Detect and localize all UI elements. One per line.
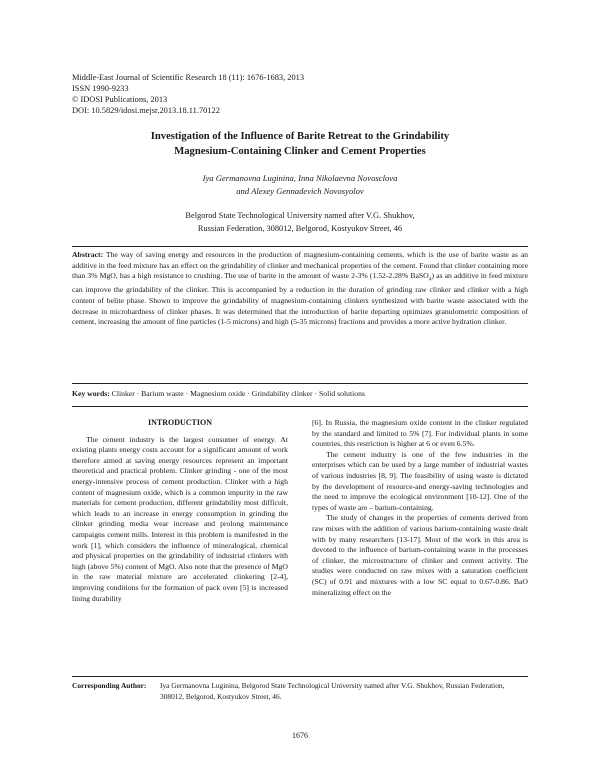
keywords	[72, 389, 528, 400]
doi-line: DOI: 10.5829/idosi.mejsr.2013.18.11.70122	[72, 106, 220, 115]
right-paragraph-2: The cement industry is one of the few industries in the enterprises which can be used by a large number of industrial wastes of various industries [8, 9]. The feasibility of using waste is dictated by the development of resource-and energy-saving technologies and the need to improve the ecological environment [10-12]. One of the types of waste are – barium-containing.	[312, 449, 528, 512]
footer-rule	[72, 676, 528, 677]
corresponding-author-label: Corresponding Author:	[72, 681, 147, 690]
right-paragraph-3: The study of changes in the properties of cements derived from raw mixes with the addition of various barium-containing waste dealt with by many researchers [13-17]. Most of the work in this area is devoted to the influence of barium-containing waste in the processes of clinker, the microstructure of clinker and cement activity. The studies were conducted on raw mixes with a saturation coefficient (SC) of 0.91 and mixtures with a low SC equal to 0.67-0.86. BaO mineralizing effect on the	[312, 513, 528, 597]
abstract-text-a: The way of saving energy and resources in the production of magnesium-containing cements, which is the use of barite waste as an additive in the feed mixture has an effect on the grindability of clinker and mechanical properties of the cement. Found that clinker containing more than 3% MgO, has a high resistance to crushing. The use of barite in the amount of waste 2-3% (1.52-2.28% BaSO	[72, 250, 528, 281]
corresponding-author	[72, 681, 528, 702]
right-paragraph-1: [6]. In Russia, the magnesium oxide content in the clinker regulated by the standard and limited to 5% [7]. For individual plants in some countries, this restriction is higher at 6 or even 6.5%.	[312, 418, 528, 449]
title-line-1: Investigation of the Influence of Barite Retreat to the Grindability	[150, 131, 450, 142]
abstract-label: Abstract:	[72, 250, 104, 259]
authors-line-1: Iya Germanovna Luginina, Inna Nikolaevna Novosclova	[202, 173, 398, 183]
introduction-heading: INTRODUCTION	[147, 418, 212, 427]
keywords-text: Clinker · Barium waste · Magnesium oxide · Grindability clinker · Solid solutions	[109, 389, 365, 398]
right-column	[312, 418, 528, 598]
issn-line: ISSN 1990-9233	[72, 84, 129, 93]
affiliation-line-1: Belgorod State Technological University named after V.G. Shukhov,	[185, 211, 415, 220]
abstract-text-b: ) as an additive in feed mixture can improve the grindability of the clinker. This is accompanied by a reduction in the duration of grinding raw clinker and clinker with a high content of belite phase. Shown to improve the grindability of magnesium-containing clinkers synthesized with barite waste associated with the decrease in microhardness of clinker phases. It was determined that the introduction of barite departing optimizes granulometric composition of cement, increasing the amount of fine particles (1-5 microns) and high (5-35 microns) fractions and provides a more active hydration clinker.	[72, 271, 528, 327]
abstract-top-rule	[72, 246, 528, 247]
journal-header	[72, 72, 304, 116]
corresponding-author-text: Iya Germanovna Luginina, Belgorod State Technological University named after V.G. Shukhov, Russian Federation, 308012, Belgorod, Kostyukov Street, 46.	[160, 681, 505, 701]
journal-line: Middle-East Journal of Scientific Research 18 (11): 1676-1683, 2013	[72, 73, 305, 82]
copyright-line: © IDOSI Publications, 2013	[72, 95, 168, 104]
authors	[80, 172, 520, 197]
left-paragraph-1: The cement industry is the largest consumer of energy. At existing plants energy costs account for a significant amount of work therefore aimed at saving energy resources represent an important theoretical and practical problem. Clinker grinding - one of the most energy-intensive process of cement production. Clinker with a high content of magnesium oxide, which is a common impurity in the raw materials for cement production, different grindability most difficult, which leads to an increase in energy consumption in grinding the clinker grinding media wear increase and prolong maintenance campaigns cement mills. Interest in this problem is manifested in the work [1], which considers the influence of mineralogical, chemical and physical properties on the grindability of industrial clinkers with high (above 5%) content of MgO. Also note that the presence of MgO in the raw material mixture are accelerated clinkering [2-4], improving conditions for the formation of pack oven [5] is increased lining durability	[72, 434, 288, 603]
keywords-label: Key words:	[72, 389, 110, 398]
abstract-subscript: 4	[428, 276, 432, 283]
left-column	[72, 418, 288, 604]
authors-line-2: and Alexey Gennadevich Novosyolov	[236, 185, 364, 196]
abstract	[72, 250, 528, 328]
affiliation	[80, 210, 520, 235]
abstract-bottom-rule	[72, 383, 528, 384]
page-number: 1676	[292, 731, 308, 740]
paper-title	[70, 129, 530, 159]
keywords-bottom-rule	[72, 406, 528, 407]
title-line-2: Magnesium-Containing Clinker and Cement Properties	[174, 146, 426, 157]
affiliation-line-2: Russian Federation, 308012, Belgorod, Kostyukov Street, 46	[197, 223, 403, 233]
